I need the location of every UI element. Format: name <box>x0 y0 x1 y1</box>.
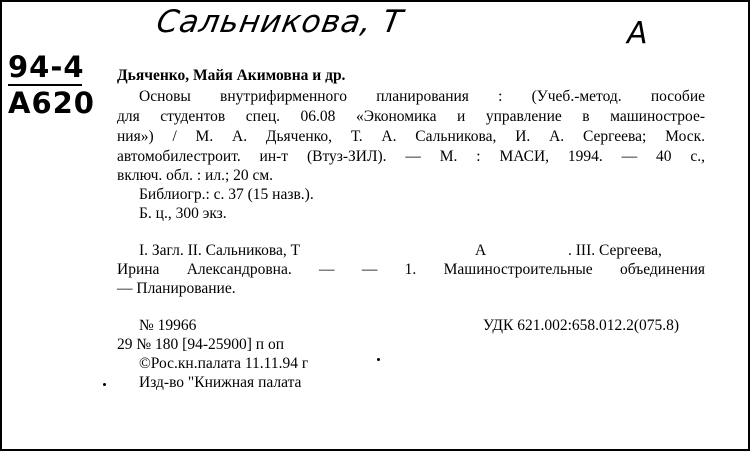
book-chamber-line: ©Рос.кн.палата 11.11.94 г <box>139 355 309 372</box>
udk-code: УДК 621.002:658.012.2(075.8) <box>483 317 680 334</box>
shelf-code-bottom: А620 <box>8 86 95 120</box>
record-number: № 19966 <box>139 317 197 334</box>
tracing-line-3: — Планирование. <box>117 280 236 297</box>
description-line-2: для студентов спец. 06.08 «Экономика и управление в машинострое- <box>117 108 705 125</box>
tracing-line-2: Ирина Александровна. — — 1. Машиностроительные объединения <box>117 261 705 278</box>
description-line-3: ния») / М. А. Дьяченко, Т. А. Сальникова, И. А. Сергеева; Моск. <box>117 128 705 145</box>
description-line-1: Основы внутрифирменного планирования : (Учеб.-метод. пособие <box>139 88 705 105</box>
print-speck <box>103 383 106 386</box>
description-line-4: автомобилестроит. ин-т (Втуз-ЗИЛ). — М. : МАСИ, 1994. — 40 с., <box>117 148 705 165</box>
order-line: 29 № 180 [94-25900] п оп <box>117 336 284 353</box>
print-speck <box>377 358 380 361</box>
card-heading: Дьяченко, Майя Акимовна и др. <box>117 67 346 84</box>
price-note: Б. ц., 300 экз. <box>139 205 227 222</box>
handwritten-shelf-code <box>8 50 95 120</box>
shelf-code-top: 94-4 <box>8 50 85 84</box>
bibliography-note: Библиогр.: с. 37 (15 назв.). <box>139 186 314 203</box>
tracing-line-1-part-c: . III. Сергеева, <box>568 242 662 259</box>
description-line-5: включ. обл. : ил.; 20 см. <box>117 167 274 184</box>
handwritten-author-note: Сальникова, Т <box>153 4 406 40</box>
publisher-line: Изд-во "Книжная палата <box>139 374 302 391</box>
tracing-line-1-part-b: А <box>475 242 487 259</box>
handwritten-letter: А <box>627 16 648 51</box>
tracing-line-1-part-a: I. Загл. II. Сальникова, Т <box>139 242 301 259</box>
